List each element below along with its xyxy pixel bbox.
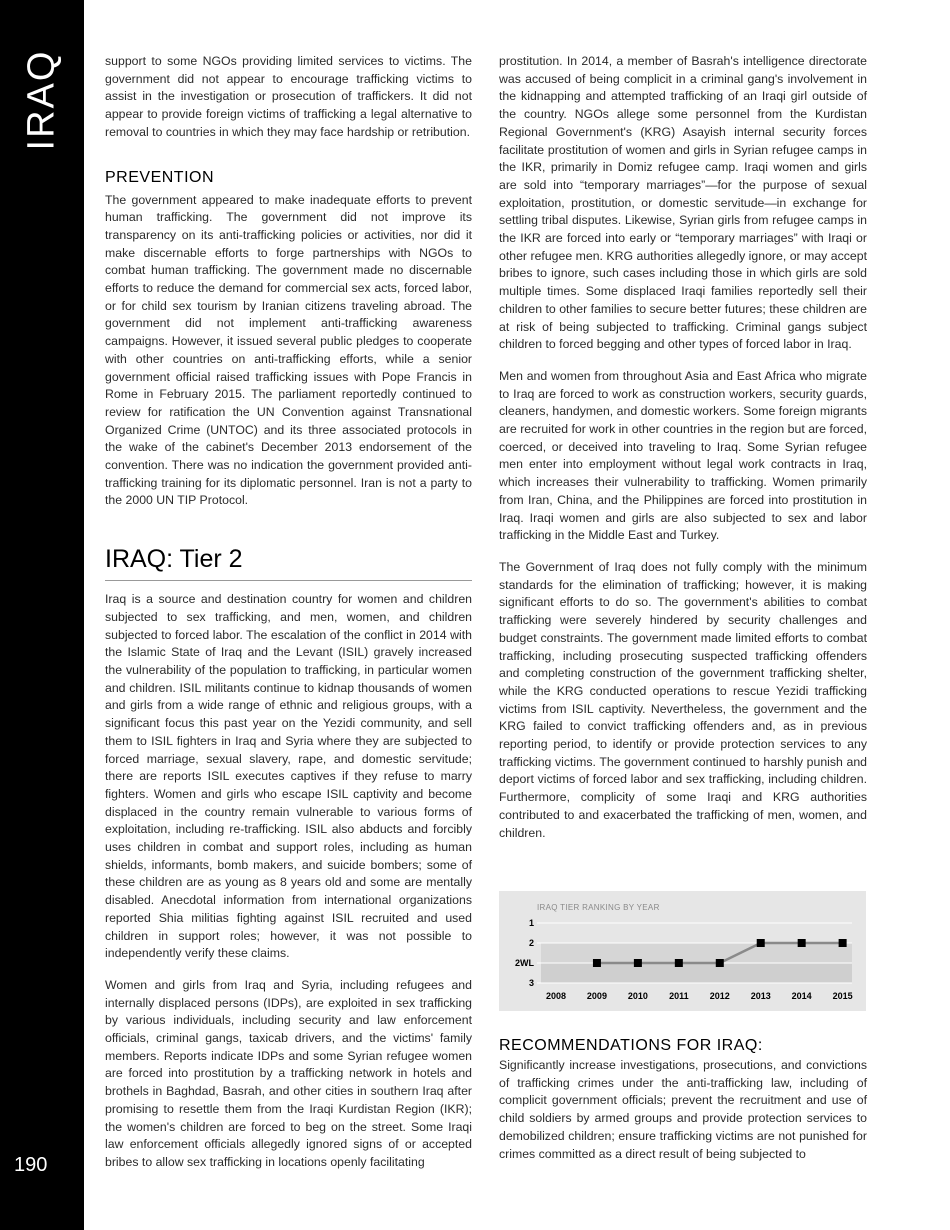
left-column bbox=[105, 53, 472, 1186]
sidebar bbox=[0, 0, 84, 1230]
y-tick-label: 3 bbox=[528, 978, 534, 988]
chart-title: IRAQ TIER RANKING BY YEAR bbox=[537, 903, 660, 912]
tier-chart-svg bbox=[499, 891, 866, 1011]
prevention-heading: PREVENTION bbox=[105, 168, 215, 186]
data-point bbox=[675, 959, 683, 967]
x-tick-label: 2011 bbox=[669, 991, 689, 1001]
y-tick-label: 2WL bbox=[515, 958, 534, 968]
data-point bbox=[593, 959, 601, 967]
data-point bbox=[716, 959, 724, 967]
x-tick-label: 2009 bbox=[586, 991, 607, 1001]
data-point bbox=[839, 939, 847, 947]
data-point bbox=[757, 939, 765, 947]
country-tab: IRAQ bbox=[20, 49, 63, 151]
right-paragraph-1: prostitution. In 2014, a member of Basrah's intelligence directorate was accused of being complicit in a criminal gang's involvement in the kidnapping and attempted trafficking of an Iraqi girl outside of the country. NGOs allege some personnel from the Kurdistan Regional Government's (KRG) Asayish internal security forces facilitate prostitution of women and girls in Syrian refugee camps in the IKR, primarily in Domiz refugee camp. Iraqi women and girls are sold into “temporary marriages”—for the purpose of sexual exploitation, prostitution, or domestic servitude—in exchange for settling tribal disputes. Likewise, Syrian girls from refugee camps in the IKR are forced into early or “temporary marriages” with Iraqi or other refugee men. KRG authorities allegedly ignore, or may accept bribes to ignore, such cases including those in which girls are sold multiple times. Some displaced Iraqi families reportedly sell their children to other families to secure better futures; these children are at risk of being subjected to trafficking. Criminal gangs subject children to forced begging and other types of forced labor in Iraq. bbox=[499, 54, 867, 352]
country-heading: IRAQ: Tier 2 bbox=[105, 544, 472, 581]
recommendations-heading: RECOMMENDATIONS FOR IRAQ: bbox=[499, 1037, 763, 1054]
x-tick-label: 2010 bbox=[627, 991, 648, 1001]
data-point bbox=[798, 939, 806, 947]
recommendations-text: Significantly increase investigations, prosecutions, and convictions of trafficking crimes under the anti-trafficking law, including of complicit government officials; prevent the recruitment and use of child soldiers by armed groups and provide protection services to demobilized children; ensure trafficking victims are not punished for crimes committed as a direct result of being subjected to bbox=[499, 1058, 867, 1161]
x-tick-label: 2013 bbox=[750, 991, 771, 1001]
tier-ranking-chart bbox=[499, 891, 866, 1011]
right-paragraph-3: The Government of Iraq does not fully comply with the minimum standards for the elimination of trafficking; however, it is making significant efforts to do so. The government's abilities to combat trafficking were severely hindered by security challenges and budget constraints. The government made limited efforts to combat trafficking, including prosecuting suspected trafficking offenders and completing construction of the government trafficking shelter, while the KRG conducted operations to rescue Yezidi trafficking victims from ISIL captivity. Nevertheless, the government and the KRG failed to convict trafficking offenders and, as in previous reporting period, to identify or provide protection services to any trafficking victims. The government continued to harshly punish and deport victims of forced labor and sex trafficking, including children. Furthermore, complicity of some Iraqi and KRG authorities contributed to and exacerbated the trafficking of men, women, and children. bbox=[499, 559, 867, 840]
iraq-paragraph-2: Women and girls from Iraq and Syria, including refugees and internally displaced persons (IDPs), are exploited in sex trafficking by various individuals, including security and law enforcement officials, criminal gangs, taxicab drivers, and the victims' family members. Reports indicate IDPs and some Syrian refugee women are forced into prostitution by a trafficking network in hotels and brothels in Baghdad, Basrah, and other cities in southern Iraq after promising to resettle them from the Iraqi Kurdistan Region (IKR); the women's children are forced to beg on the street. Some Iraqi law enforcement officials allegedly ignored signs of or accepted bribes to allow sex trafficking in locations openly facilitating bbox=[105, 977, 472, 1169]
x-tick-label: 2014 bbox=[791, 991, 812, 1001]
right-paragraph-2: Men and women from throughout Asia and East Africa who migrate to Iraq are forced to work as construction workers, security guards, cleaners, handymen, and domestic workers. Some foreign migrants are recruited for work in other countries in the region but are forced, coerced, or deceived into traveling to Iraq. Some Syrian refugee men enter into employment without legal work contracts in Iraq, which increases their vulnerability to trafficking. Women primarily from Iran, China, and the Philippines are forced into prostitution in Iraq. Iraqi women and girls are also subjected to sex and labor trafficking in the Middle East and Turkey. bbox=[499, 368, 867, 543]
x-tick-label: 2008 bbox=[545, 991, 567, 1001]
y-tick-label: 2 bbox=[528, 938, 534, 948]
page-number: 190 bbox=[14, 1154, 48, 1176]
data-point bbox=[634, 959, 642, 967]
iraq-paragraph-1: Iraq is a source and destination country for women and children subjected to sex trafficking, and men, women, and children subjected to forced labor. The escalation of the conflict in 2014 with the Islamic State of Iraq and the Levant (ISIL) gravely increased the vulnerability of the population to trafficking, in particular women and children. ISIL militants continue to kidnap thousands of women and girls from a wide range of ethnic and religious groups, with a significant focus this past year on the Yezidi community, and sell them to ISIL fighters in Iraq and Syria where they are subjected to forced marriage, sexual slavery, rape, and domestic servitude; there are reports ISIL executes captives if they refuse to marry fighters. Women and girls who escape ISIL captivity and become displaced in the country remain vulnerable to various forms of exploitation, including re-trafficking. ISIL also abducts and forcibly uses children in combat and support roles, including as human shields, informants, bomb makers, and suicide bombers; some of these children are as young as 8 years old and some are mentally disabled. Anecdotal information from international organizations reported Shia militias fighting against ISIL recruited and used children in support roles; however, it was not possible to independently verify these claims. bbox=[105, 592, 472, 961]
right-column bbox=[499, 53, 867, 856]
x-tick-label: 2015 bbox=[832, 991, 853, 1001]
tier-band-lower bbox=[541, 963, 852, 983]
y-tick-label: 1 bbox=[528, 918, 534, 928]
prevention-paragraph: The government appeared to make inadequate efforts to prevent human trafficking. The government did not improve its transparency on its anti-trafficking policies or activities, nor did it make discernable efforts to forge partnerships with NGOs to combat human trafficking. The government made no discernable efforts to reduce the demand for commercial sex acts, forced labor, or for child sex tourism by Iranian citizens traveling abroad. The government did not implement anti-trafficking awareness campaigns. However, it issued several public pledges to cooperate with other countries on anti-trafficking efforts, while a senior government official raised trafficking issues with Pope Francis in Rome in February 2015. The parliament reportedly continued to review for ratification the UN Convention against Transnational Organized Crime (UNTOC) and its three associated protocols in the wake of the cabinet's December 2013 endorsement of the convention. There was no indication the government provided anti-trafficking training for its diplomatic personnel. Iran is not a party to the 2000 UN TIP Protocol. bbox=[105, 192, 472, 508]
x-tick-label: 2012 bbox=[709, 991, 730, 1001]
intro-paragraph: support to some NGOs providing limited services to victims. The government did not appear to encourage trafficking victims to assist in the investigation or prosecution of traffickers. It did not appear to provide foreign victims of trafficking a legal alternative to removal to countries in which they may face hardship or retribution. bbox=[105, 54, 472, 139]
